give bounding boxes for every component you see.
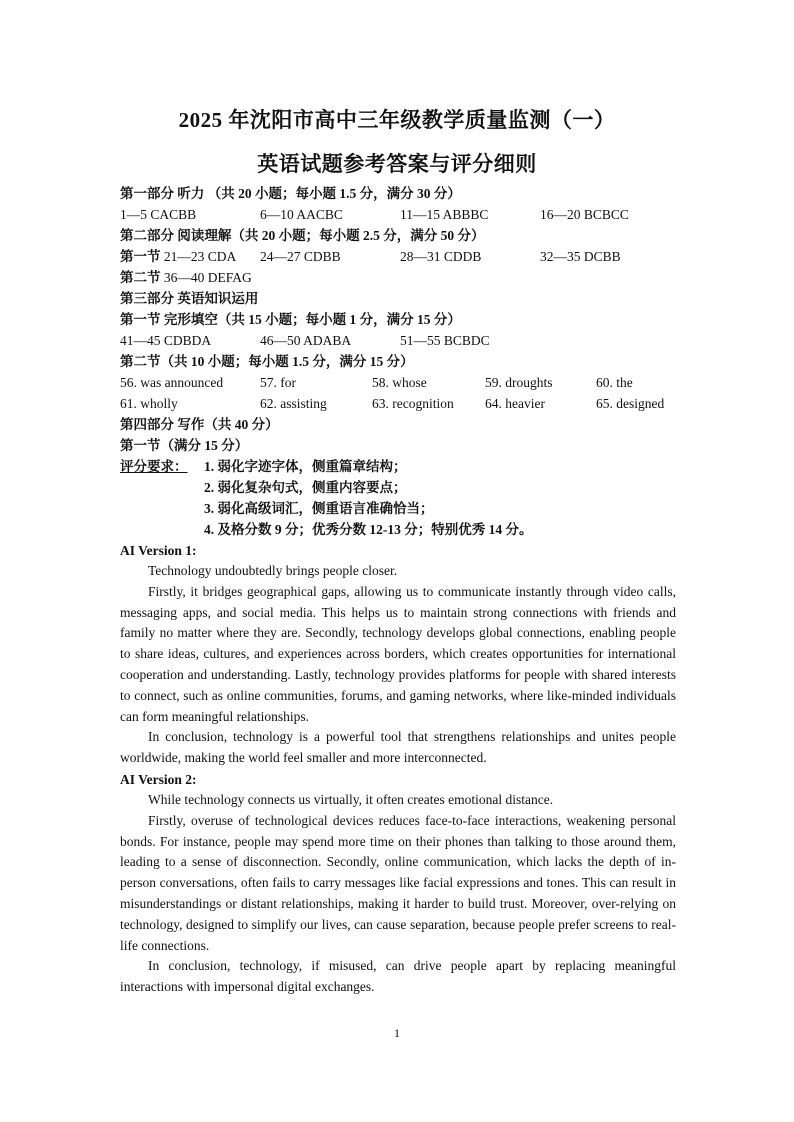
- criteria-item: 1. 弱化字迹字体，侧重篇章结构；: [204, 459, 407, 474]
- answer-group: 51—55 BCBDC: [400, 333, 490, 348]
- answer-group: 46—50 ADABA: [260, 333, 352, 348]
- fill-answer: 56. was announced: [120, 375, 224, 390]
- page-number: 1: [394, 1026, 400, 1040]
- part3-section2-row2: [120, 393, 676, 414]
- fill-answer: 57. for: [260, 375, 296, 390]
- answer-group: 36—40 DEFAG: [163, 270, 252, 285]
- essay-paragraph: Technology undoubtedly brings people closer.: [148, 563, 398, 578]
- fill-answer: 59. droughts: [485, 375, 553, 390]
- criteria-label: 评分要求：: [120, 459, 188, 474]
- essay-paragraph: In conclusion, technology, if misused, can drive people apart by replacing meaningful interactions with impersonal digital exchanges.: [120, 958, 676, 995]
- answer-group: 28—31 CDDB: [400, 249, 482, 264]
- document-title: 2025 年沈阳市高中三年级教学质量监测（一）: [178, 108, 616, 132]
- document-subtitle: 英语试题参考答案与评分细则: [257, 152, 537, 176]
- scoring-criteria-row: [120, 456, 676, 477]
- part1-answers: [120, 204, 676, 225]
- answer-group: 21—23 CDA: [163, 249, 237, 264]
- part1-heading: 第一部分 听力 （共 20 小题；每小题 1.5 分，满分 30 分）: [120, 186, 461, 201]
- fill-answer: 64. heavier: [485, 396, 545, 411]
- fill-answer: 65. designed: [596, 396, 665, 411]
- part3-section1-heading: 第一节 完形填空（共 15 小题；每小题 1 分，满分 15 分）: [120, 312, 461, 327]
- fill-answer: 63. recognition: [372, 396, 454, 411]
- part3-section2-row1: [120, 372, 676, 393]
- criteria-item: 3. 弱化高级词汇，侧重语言准确恰当；: [204, 501, 434, 516]
- criteria-item: 4. 及格分数 9 分；优秀分数 12-13 分；特别优秀 14 分。: [204, 522, 533, 537]
- answer-group: 41—45 CDBDA: [120, 333, 212, 348]
- essay-paragraph: Firstly, overuse of technological devices reduces face-to-face interactions, weakening personal bonds. For instance, people may spend more time on their phones than talking to those around them, leading to a sense of disconnection. Secondly, online communication, which lacks the depth of in-person conversations, often fails to carry messages like facial expressions and tones. This can result in misunderstandings or distant relationships, making it harder to build trust. Moreover, over-relying on technology, designed to simplify our lives, can cause separation, because people prefer screens to real-life connections.: [120, 812, 676, 953]
- section-label: 第一节: [120, 249, 161, 264]
- part3-section2-heading: 第二节（共 10 小题；每小题 1.5 分，满分 15 分）: [120, 354, 414, 369]
- fill-answer: 58. whose: [372, 375, 427, 390]
- fill-answer: 61. wholly: [120, 396, 178, 411]
- version1-label: AI Version 1:: [120, 543, 197, 558]
- answer-group: 32—35 DCBB: [540, 249, 621, 264]
- answer-group: 16—20 BCBCC: [540, 207, 629, 222]
- answer-key-body: [120, 183, 676, 998]
- essay-paragraph: In conclusion, technology is a powerful tool that strengthens relationships and unites people worldwide, making the world feel smaller and more interconnected.: [120, 729, 676, 766]
- version2-label: AI Version 2:: [120, 771, 197, 787]
- part4-heading: 第四部分 写作（共 40 分）: [120, 417, 279, 432]
- part2-section1-answers: [120, 246, 676, 267]
- answer-group: 24—27 CDBB: [260, 249, 341, 264]
- fill-answer: 62. assisting: [260, 396, 327, 411]
- section-label: 第二节: [120, 270, 161, 285]
- part3-section1-answers: [120, 330, 676, 351]
- essay-paragraph: While technology connects us virtually, it often creates emotional distance.: [148, 791, 554, 807]
- part2-section2-answers: [120, 267, 676, 288]
- answer-group: 11—15 ABBBC: [400, 207, 489, 222]
- essay-paragraph: Firstly, it bridges geographical gaps, allowing us to communicate instantly through video calls, messaging apps, and social media. This helps us to maintain strong connections with friends and family no matter where they are. Secondly, technology develops global connections, enabling people to share ideas, cultures, and experiences across borders, which creates opportunities for international cooperation and understanding. Lastly, technology provides platforms for people with shared interests to connect, such as online communities, forums, and gaming networks, where like-minded individuals can form meaningful relationships.: [120, 583, 676, 724]
- answer-group: 1—5 CACBB: [120, 207, 197, 222]
- answer-group: 6—10 AACBC: [260, 207, 343, 222]
- part3-heading: 第三部分 英语知识运用: [120, 291, 259, 306]
- part4-section1-heading: 第一节（满分 15 分）: [120, 438, 249, 453]
- criteria-item: 2. 弱化复杂句式，侧重内容要点；: [204, 480, 407, 495]
- fill-answer: 60. the: [596, 375, 633, 390]
- part2-heading: 第二部分 阅读理解（共 20 小题；每小题 2.5 分，满分 50 分）: [120, 228, 485, 243]
